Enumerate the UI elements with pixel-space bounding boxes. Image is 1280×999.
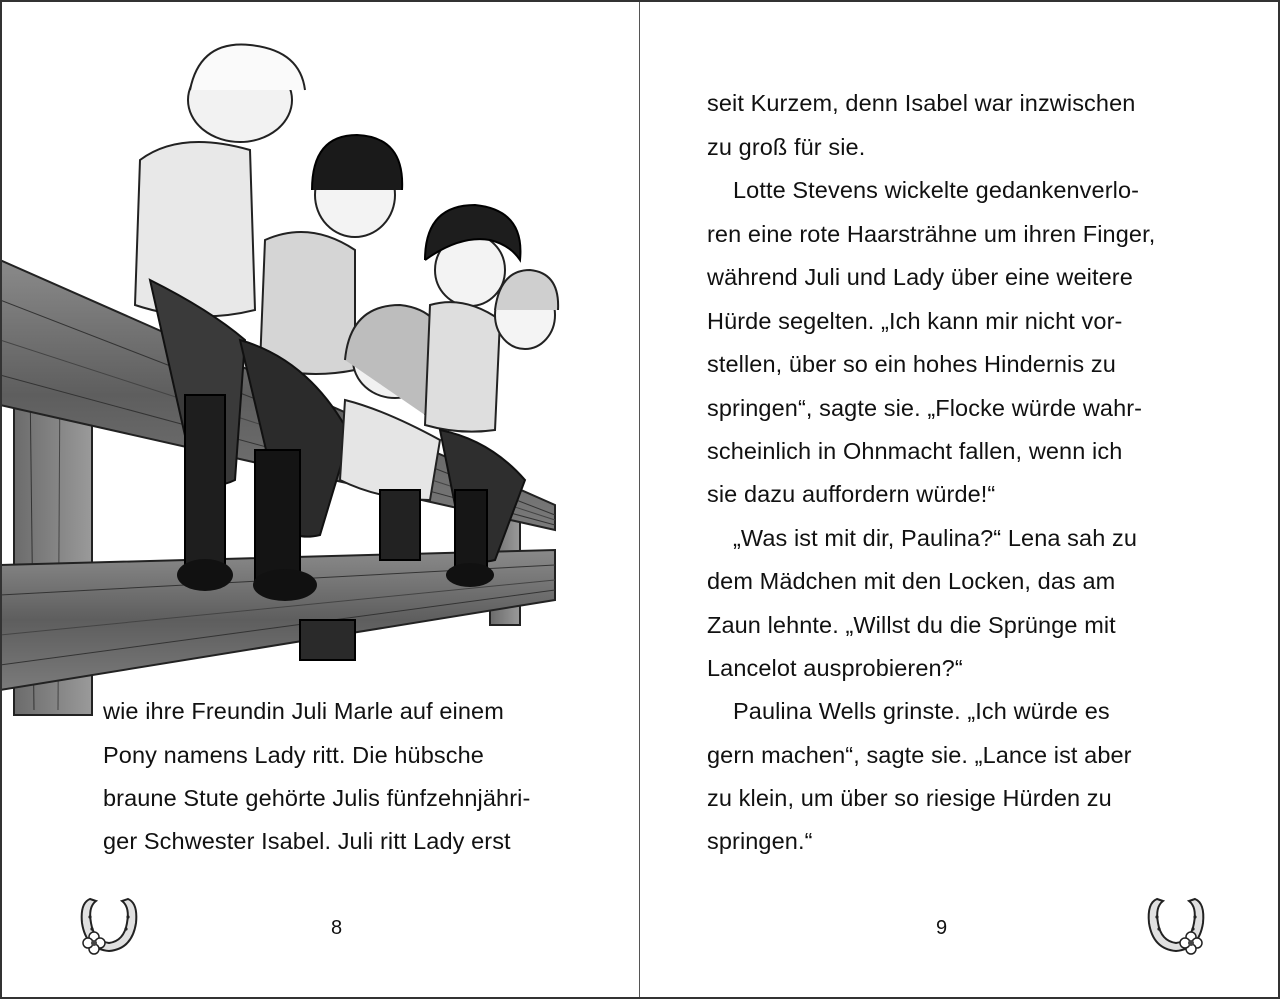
right-page [640,0,1280,999]
horseshoe-flower-icon [78,893,140,959]
body-text-line: springen.“ [707,828,813,854]
body-text-line: scheinlich in Ohnmacht fallen, wenn ich [707,438,1123,464]
body-text-line: während Juli und Lady über eine weitere [707,264,1133,290]
body-text-line: Zaun lehnte. „Willst du die Sprünge mit [707,612,1116,638]
body-text-line: Lotte Stevens wickelte gedankenverlo- [733,177,1140,203]
body-text-line: zu klein, um über so riesige Hürden zu [707,785,1112,811]
body-text-line: „Was ist mit dir, Paulina?“ Lena sah zu [733,525,1138,551]
body-text-line: ren eine rote Haarsträhne um ihren Finger, [707,221,1156,247]
body-text-line: Lancelot ausprobieren?“ [707,655,963,681]
body-text-line: gern machen“, sagte sie. „Lance ist aber [707,742,1132,768]
horseshoe-flower-icon [1145,893,1207,959]
page-number: 8 [331,917,343,939]
body-text-line: Hürde segelten. „Ich kann mir nicht vor- [707,308,1123,334]
body-text-line: Paulina Wells grinste. „Ich würde es [733,698,1110,724]
page-number: 9 [936,917,948,939]
body-text-line: Pony namens Lady ritt. Die hübsche [103,742,484,768]
body-text-line: braune Stute gehörte Julis fünfzehnjähri- [103,785,531,811]
body-text-line: sie dazu auffordern würde!“ [707,481,996,507]
girls-on-fence-illustration [0,20,560,720]
body-text-line: dem Mädchen mit den Locken, das am [707,568,1116,594]
body-text-line: zu groß für sie. [707,134,866,160]
body-text-line: seit Kurzem, denn Isabel war inzwischen [707,90,1136,116]
body-text-line: wie ihre Freundin Juli Marle auf einem [103,698,504,724]
body-text-line: stellen, über so ein hohes Hindernis zu [707,351,1116,377]
body-text-line: ger Schwester Isabel. Juli ritt Lady erst [103,828,511,854]
body-text-line: springen“, sagte sie. „Flocke würde wahr- [707,395,1143,421]
